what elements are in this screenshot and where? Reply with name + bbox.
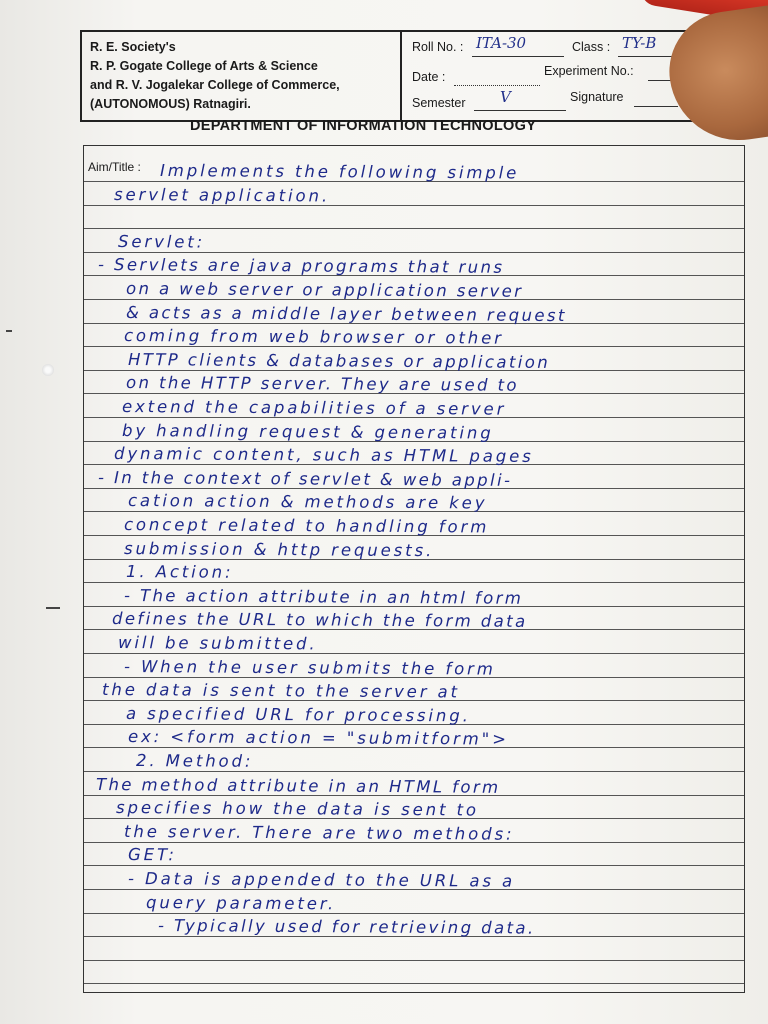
semester-line — [474, 110, 566, 111]
punch-hole — [42, 364, 54, 376]
handwritten-line: ex: <form action = "submitform"> — [127, 727, 509, 750]
handwritten-line: dynamic content, such as HTML pages — [113, 444, 534, 467]
roll-no-label: Roll No. : — [412, 40, 464, 54]
college-line: (AUTONOMOUS) Ratnagiri. — [90, 97, 251, 111]
ruled-line — [84, 913, 744, 914]
ruled-line — [84, 205, 744, 206]
handwritten-line: specifies how the data is sent to — [115, 798, 479, 820]
handwritten-line: HTTP clients & databases or application — [127, 349, 551, 372]
handwritten-line: 1. Action: — [125, 562, 234, 582]
handwritten-line: concept related to handling form — [123, 515, 490, 537]
handwritten-line: the server. There are two methods: — [123, 821, 515, 844]
college-line: R. E. Society's — [90, 40, 176, 54]
semester-label: Semester — [412, 96, 466, 110]
handwritten-line: cation action & methods are key — [127, 491, 488, 513]
roll-no-line — [472, 56, 564, 57]
header-divider — [400, 32, 402, 120]
class-line — [618, 56, 678, 57]
header-box — [80, 30, 764, 122]
handwritten-line: the data is sent to the server at — [101, 680, 461, 702]
date-label: Date : — [412, 70, 446, 84]
handwritten-line: defines the URL to which the form data — [111, 609, 528, 632]
aim-title-label: Aim/Title : — [88, 160, 141, 174]
semester-value: V — [500, 88, 511, 106]
class-value: TY-B — [622, 34, 657, 52]
handwritten-line: on a web server or application server — [125, 279, 524, 301]
department-title: DEPARTMENT OF INFORMATION TECHNOLOGY — [190, 118, 537, 134]
signature-label: Signature — [570, 90, 624, 104]
handwritten-line: - Data is appended to the URL as a — [127, 869, 516, 891]
handwritten-line: submission & http requests. — [123, 538, 435, 560]
college-line: and R. V. Jogalekar College of Commerce, — [90, 78, 340, 92]
handwritten-line: coming from web browser or other — [123, 326, 504, 348]
ruled-line — [84, 252, 744, 253]
handwritten-line: will be submitted. — [117, 633, 318, 654]
ruled-writing-area — [83, 145, 745, 993]
ruled-line — [84, 983, 744, 984]
class-label: Class : — [572, 40, 611, 54]
handwritten-line: Servlet: — [117, 231, 206, 252]
handwritten-line: - Typically used for retrieving data. — [157, 916, 536, 938]
handwritten-line: & acts as a middle layer between request — [125, 302, 567, 325]
college-name-block — [90, 38, 395, 114]
margin-mark — [46, 607, 60, 609]
college-line: R. P. Gogate College of Arts & Science — [90, 59, 318, 73]
handwritten-line: query parameter. — [145, 892, 337, 913]
margin-mark — [6, 330, 12, 332]
date-line — [454, 85, 540, 86]
handwritten-line: - Servlets are java programs that runs — [97, 255, 505, 278]
handwritten-line: - The action attribute in an html form — [123, 585, 524, 608]
handwritten-line: The method attribute in an HTML form — [95, 774, 501, 797]
handwritten-line: on the HTTP server. They are used to — [125, 373, 520, 396]
handwritten-line: by handling request & generating — [121, 420, 494, 443]
experiment-label: Experiment No.: — [544, 64, 634, 78]
handwritten-line: GET: — [127, 845, 178, 865]
finger-thumb — [662, 1, 768, 149]
ruled-line — [84, 865, 744, 866]
handwritten-line: a specified URL for processing. — [125, 703, 471, 726]
handwritten-line: Implements the following simple — [159, 161, 520, 183]
handwritten-line: servlet application. — [113, 184, 331, 206]
handwritten-line: 2. Method: — [135, 751, 254, 771]
handwritten-line: extend the capabilities of a server — [121, 397, 507, 419]
roll-no-value: ITA-30 — [476, 34, 527, 52]
handwritten-line: - When the user submits the form — [123, 656, 496, 679]
ruled-line — [84, 228, 744, 229]
signature-line — [634, 106, 678, 107]
ruled-line — [84, 771, 744, 772]
ruled-line — [84, 960, 744, 961]
handwritten-line: - In the context of servlet & web appli- — [97, 467, 513, 490]
ruled-line — [84, 582, 744, 583]
ruled-line — [84, 653, 744, 654]
